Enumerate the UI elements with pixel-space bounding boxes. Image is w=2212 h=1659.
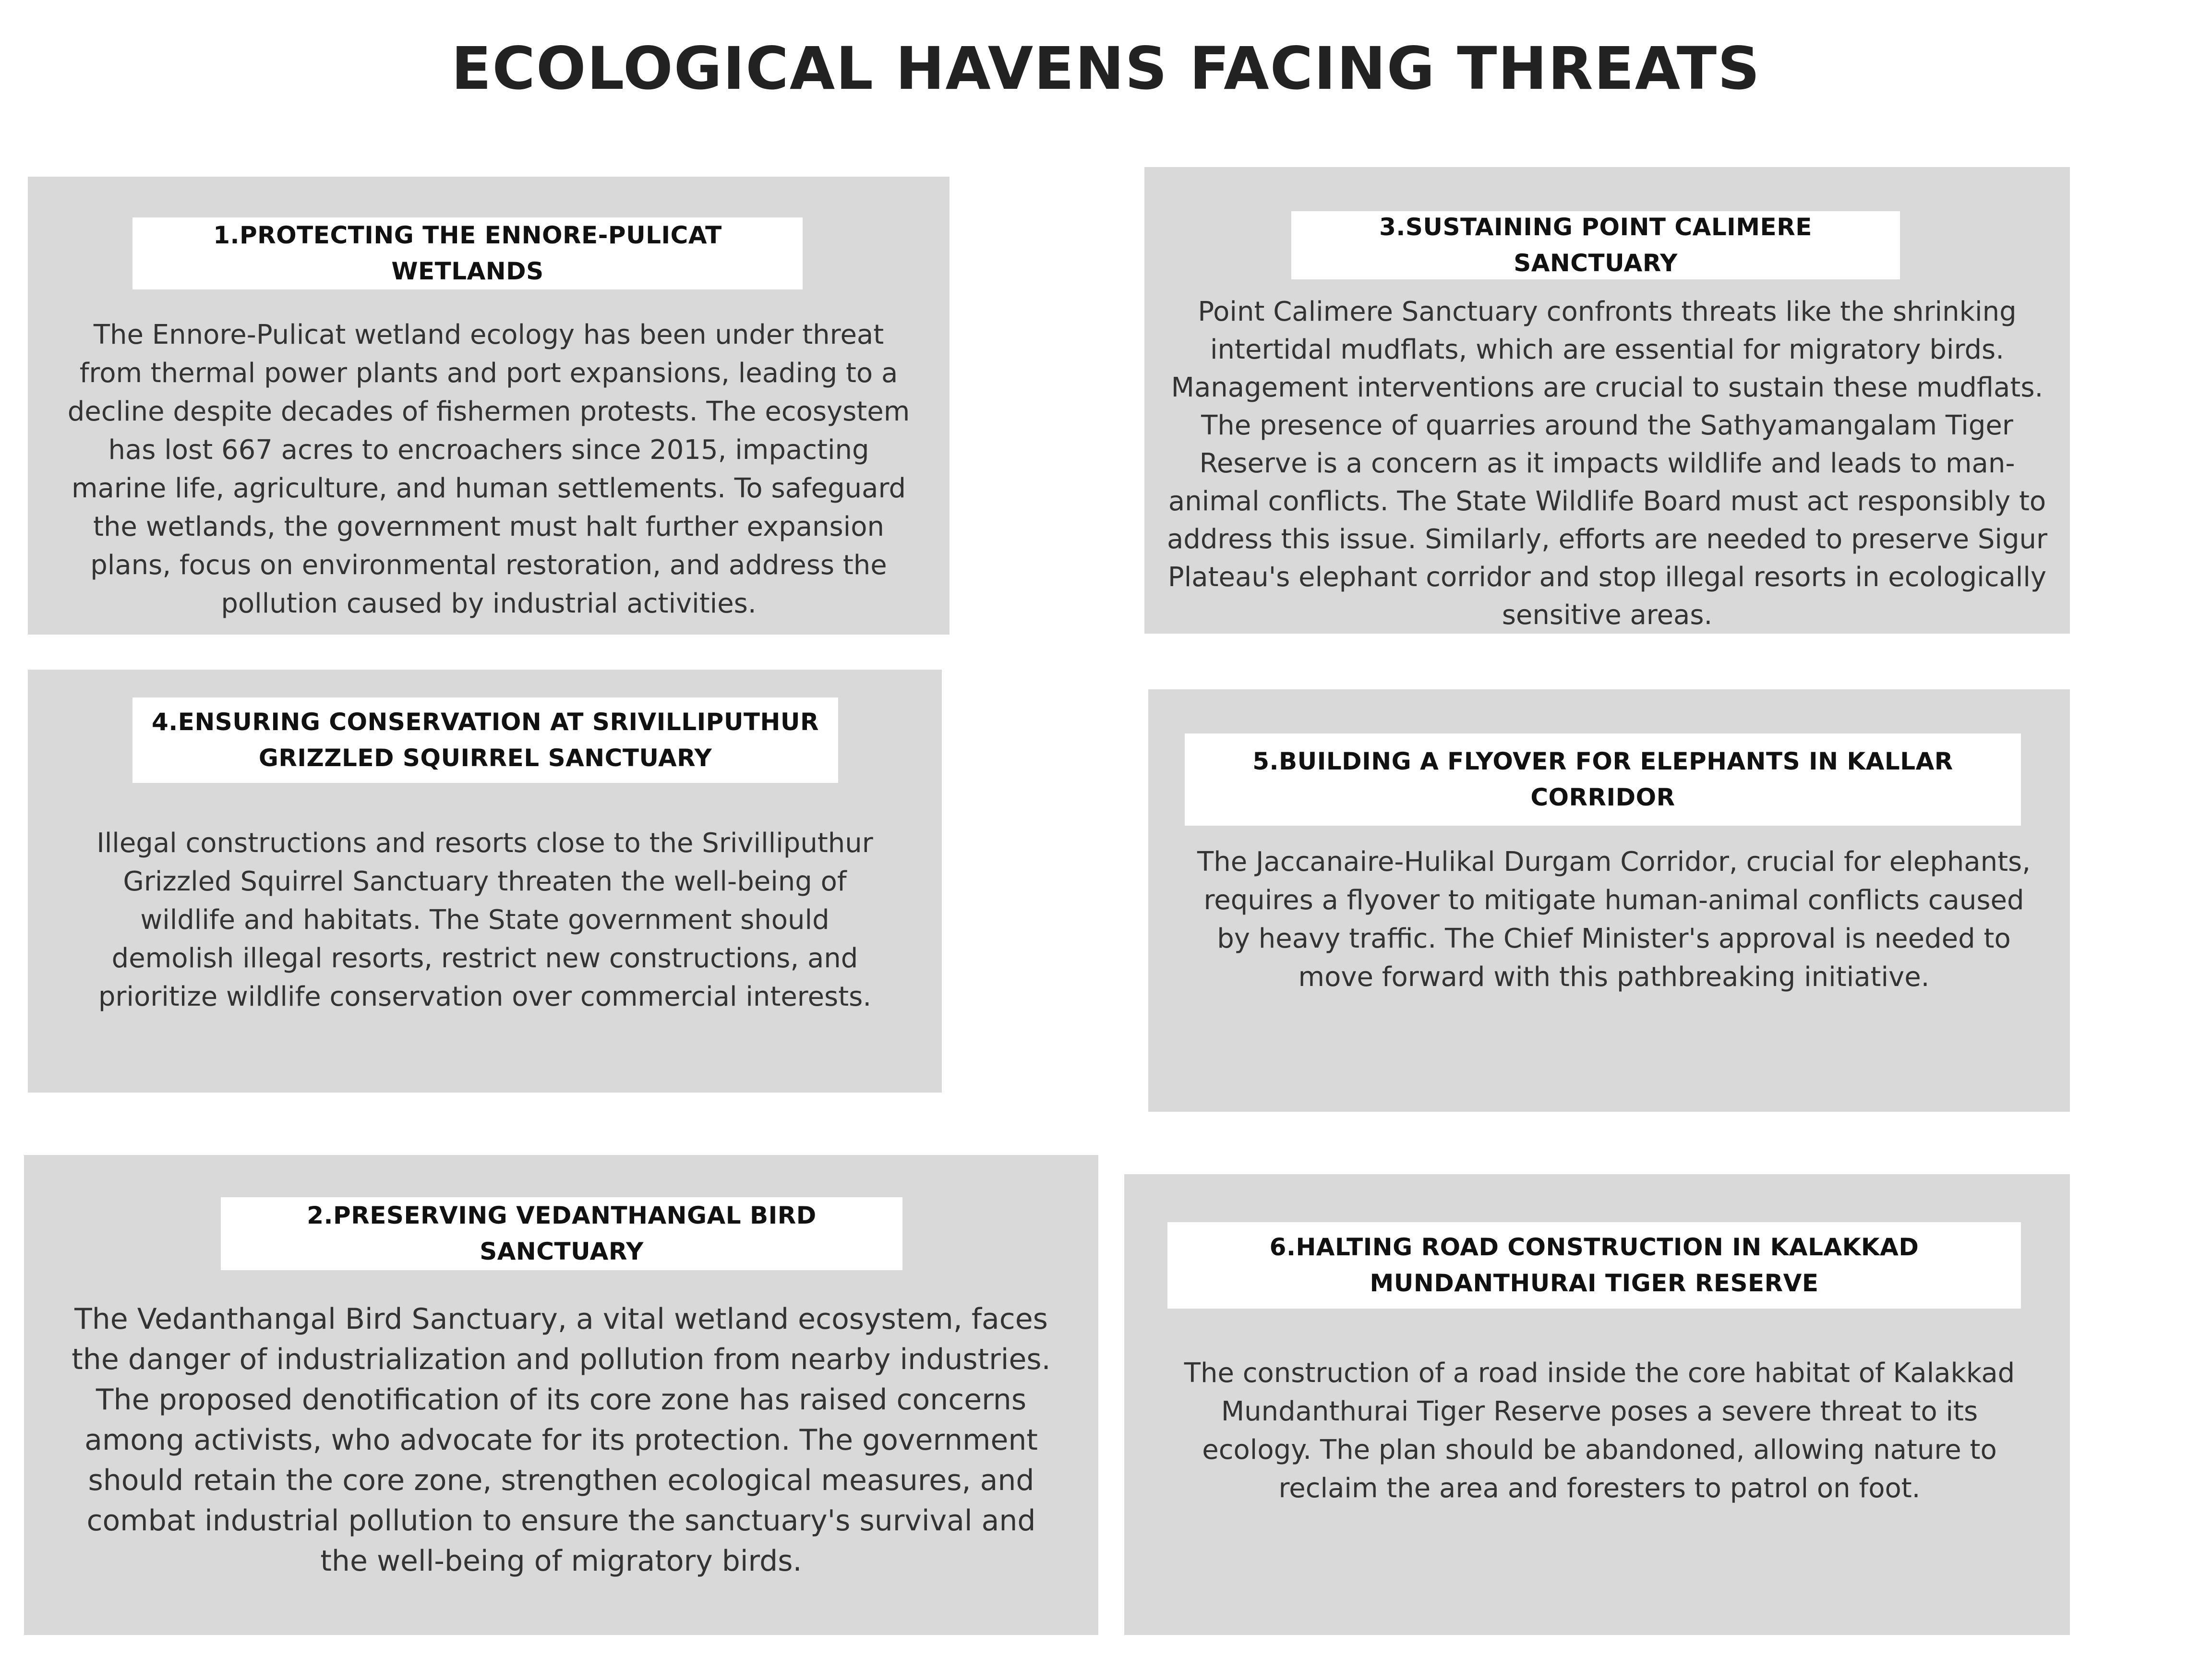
card-body: The Vedanthangal Bird Sanctuary, a vital wetland ecosystem, faces the danger of industrialization and pollution from nearby industries. The proposed denotification of its core zone has raised concerns among activists, who advocate for its protection. The government should retain the core zone, strengthen ecological measures, and combat industrial pollution to ensure the sanctuary's survival and the well-being of migratory birds. bbox=[72, 1302, 1051, 1578]
page-title: ECOLOGICAL HAVENS FACING THREATS bbox=[451, 35, 1761, 103]
card-heading: 6.HALTING ROAD CONSTRUCTION IN KALAKKAD MUNDANTHURAI TIGER RESERVE bbox=[1167, 1222, 2021, 1309]
card-body: The construction of a road inside the core habitat of Kalakkad Mundanthurai Tiger Reserve poses a severe threat to its ecology. The plan should be abandoned, allowing nature to reclaim the area and foresters to patrol on foot. bbox=[1184, 1358, 2015, 1504]
card-kalakkad-mundanthurai bbox=[1124, 1174, 2070, 1635]
card-vedanthangal bbox=[24, 1155, 1098, 1635]
card-heading: 5.BUILDING A FLYOVER FOR ELEPHANTS IN KALLAR CORRIDOR bbox=[1185, 733, 2021, 826]
card-heading: 4.ENSURING CONSERVATION AT SRIVILLIPUTHUR GRIZZLED SQUIRREL SANCTUARY bbox=[132, 697, 838, 783]
card-body: Illegal constructions and resorts close to the Srivilliputhur Grizzled Squirrel Sanctuary threaten the well-being of wildlife and habitats. The State government should demolish illegal resorts, restrict new constructions, and prioritize wildlife conservation over commercial interests. bbox=[96, 828, 873, 1012]
card-heading: 3.SUSTAINING POINT CALIMERE SANCTUARY bbox=[1291, 211, 1900, 279]
card-body: The Jaccanaire-Hulikal Durgam Corridor, crucial for elephants, requires a flyover to mitigate human-animal conflicts caused by heavy traffic. The Chief Minister's approval is needed to move forward with this pathbreaking initiative. bbox=[1197, 846, 2031, 993]
card-heading: 2.PRESERVING VEDANTHANGAL BIRD SANCTUARY bbox=[221, 1197, 902, 1270]
card-heading: 1.PROTECTING THE ENNORE-PULICAT WETLANDS bbox=[132, 217, 803, 289]
card-point-calimere bbox=[1144, 167, 2070, 634]
card-body: The Ennore-Pulicat wetland ecology has been under threat from thermal power plants and port expansions, leading to a decline despite decades of fishermen protests. The ecosystem has lost 667 acres to encroachers since 2015, impacting marine life, agriculture, and human settlements. To safeguard the wetlands, the government must halt further expansion plans, focus on environmental restoration, and address the pollution caused by industrial activities. bbox=[67, 319, 910, 619]
card-kallar-corridor bbox=[1148, 689, 2070, 1112]
card-body: Point Calimere Sanctuary confronts threats like the shrinking intertidal mudflats, which are essential for migratory birds. Management interventions are crucial to sustain these mudflats. The presence of quarries around the Sathyamangalam Tiger Reserve is a concern as it impacts wildlife and leads to man-animal conflicts. The State Wildlife Board must act responsibly to address this issue. Similarly, efforts are needed to preserve Sigur Plateau's elephant corridor and stop illegal resorts in ecologically sensitive areas. bbox=[1166, 296, 2048, 631]
card-srivilliputhur bbox=[28, 670, 942, 1093]
card-ennore-pulicat bbox=[28, 177, 950, 635]
